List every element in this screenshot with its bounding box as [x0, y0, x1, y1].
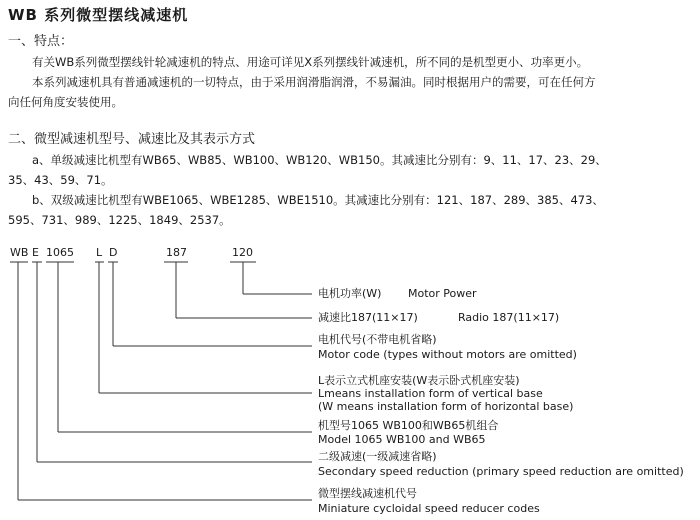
label-mini-en: Miniature cycloidal speed reducer codes: [318, 502, 540, 515]
label-secondary-en: Secondary speed reduction (primary speed reduction are omitted): [318, 465, 684, 478]
section-heading-features: 一、特点：: [8, 34, 74, 49]
label-mini-cn: 微型摆线减速机代号: [318, 487, 417, 500]
label-power-cn: 电机功率(W): [318, 287, 382, 300]
features-paragraph-2-line-2: 向任何角度安装使用。: [8, 95, 123, 109]
features-paragraph-2-line-1: 本系列减速机具有普通减速机的一切特点，由于采用润滑脂润滑，不易漏油。同时根据用户的需要，可在任何方: [32, 75, 596, 89]
label-secondary-cn: 二级减速(一级减速省略): [318, 450, 437, 463]
label-motor-code-cn: 电机代号(不带电机省略): [318, 333, 437, 346]
code-power: 120: [232, 246, 253, 259]
label-model-en: Model 1065 WB100 and WB65: [318, 433, 486, 446]
label-mount-en-1: Lmeans installation form of vertical base: [318, 387, 543, 400]
code-e: E: [32, 246, 39, 259]
code-size: 1065: [46, 246, 74, 259]
code-d: D: [109, 246, 118, 259]
label-mount-en-2: (W means installation form of horizontal base): [318, 400, 574, 413]
single-stage-line-1: a、单级减速比机型有WB65、WB85、WB100、WB120、WB150。其减速比分别有：9、11、17、23、29、: [32, 153, 607, 167]
features-paragraph-1: 有关WB系列微型摆线针轮减速机的特点、用途可详见X系列摆线针减速机，所不同的是机型更小、功率更小。: [32, 55, 589, 69]
code-l: L: [96, 246, 103, 259]
label-mount-cn: L表示立式机座安装(W表示卧式机座安装): [318, 374, 520, 387]
page-title: WB 系列微型摆线减速机: [8, 6, 189, 24]
label-motor-code-en: Motor code (types without motors are omitted): [318, 348, 577, 361]
section-heading-models: 二、微型减速机型号、减速比及其表示方式: [8, 132, 256, 147]
label-ratio-en: Radio 187(11×17): [458, 311, 560, 324]
double-stage-line-2: 595、731、989、1225、1849、2537。: [8, 213, 231, 227]
code-wb: WB: [10, 246, 29, 259]
label-power-en: Motor Power: [408, 287, 477, 300]
label-model-cn: 机型号1065 WB100和WB65机组合: [318, 419, 499, 432]
double-stage-line-1: b、双级减速比机型有WBE1065、WBE1285、WBE1510。其减速比分别有：121、187、289、385、473、: [32, 193, 604, 207]
code-ratio: 187: [166, 246, 187, 259]
single-stage-line-2: 35、43、59、71。: [8, 173, 113, 187]
label-ratio-cn: 减速比187(11×17): [318, 311, 418, 324]
